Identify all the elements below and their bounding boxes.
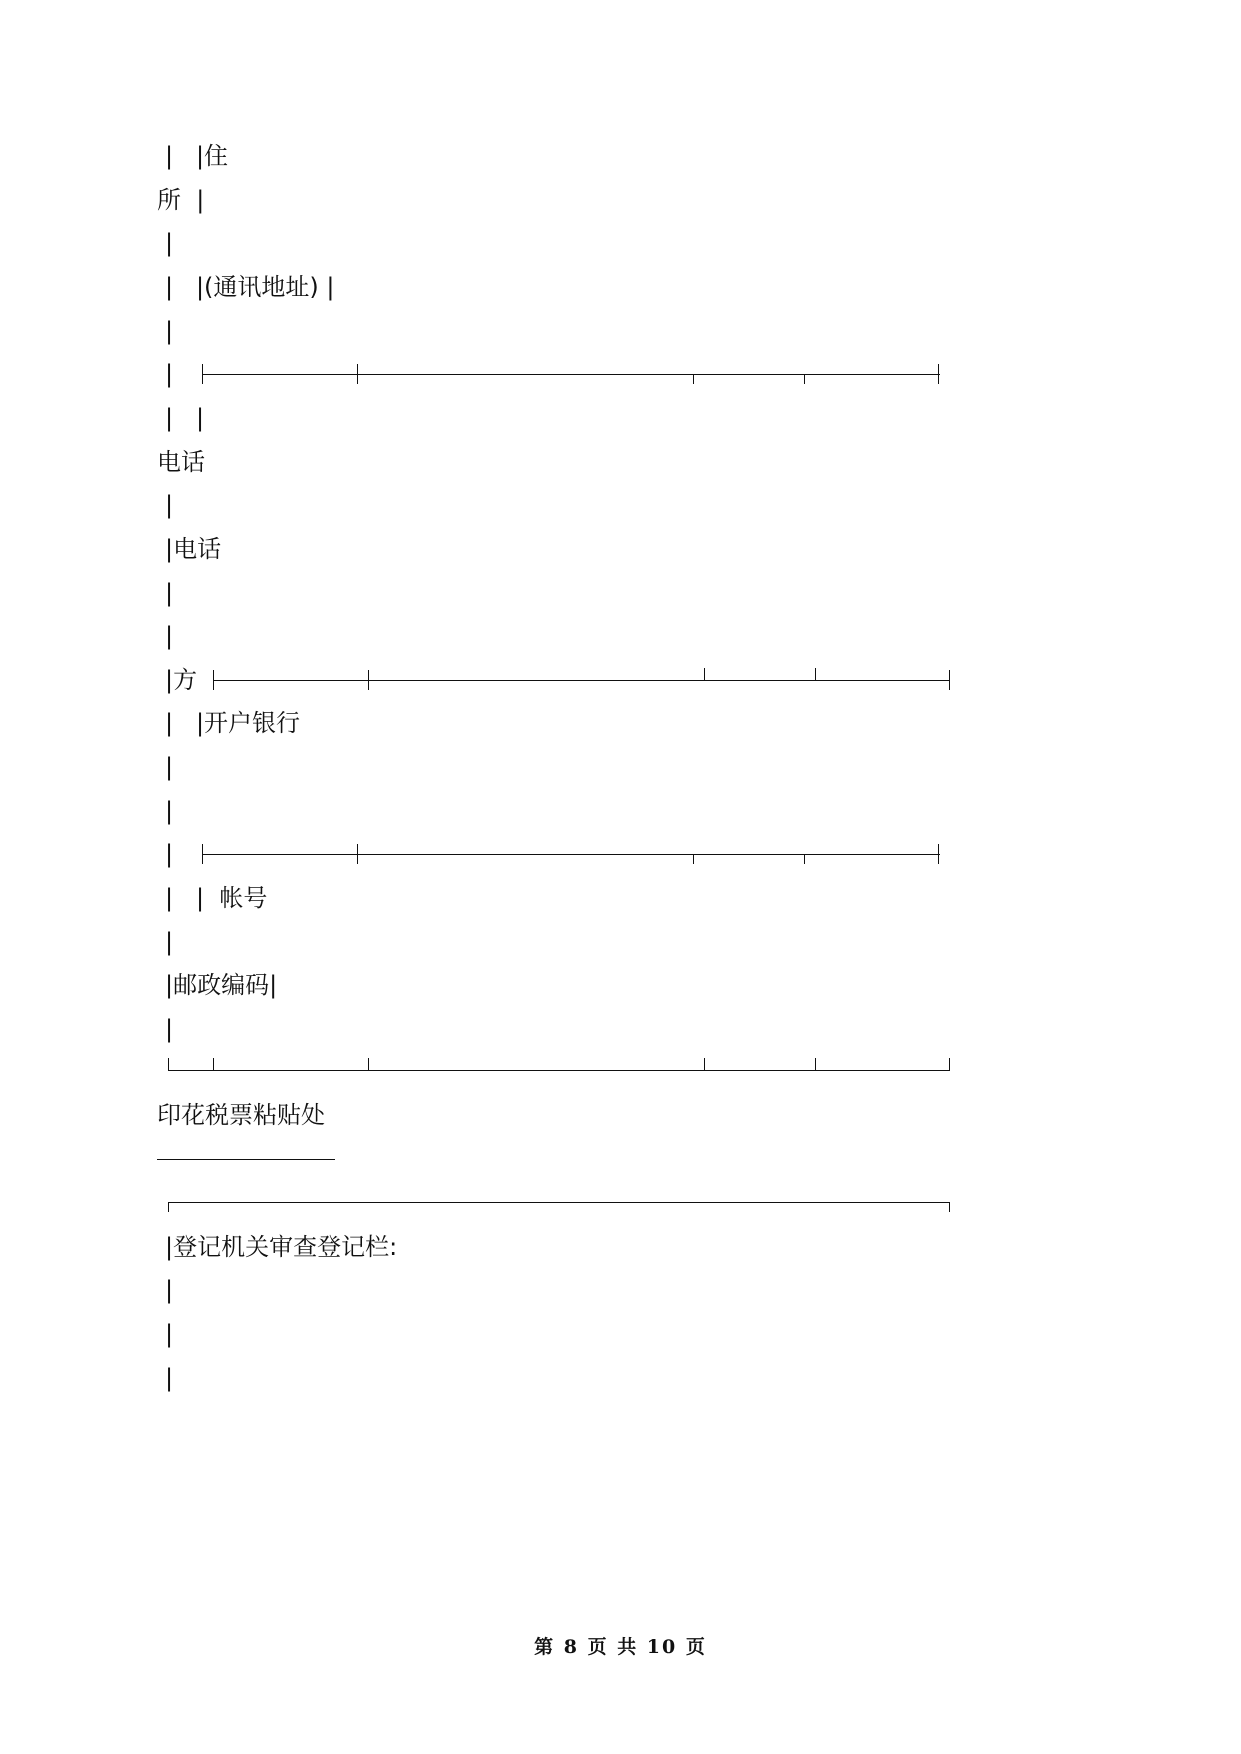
form-bars: | | <box>165 404 205 432</box>
form-bar: | <box>165 1364 174 1392</box>
form-row-fang: |方 <box>165 666 198 694</box>
form-rule-tick <box>938 364 939 384</box>
form-bar: | <box>165 797 174 825</box>
form-rule-tick <box>704 1058 705 1070</box>
form-rule-tick <box>804 374 805 384</box>
form-bottom-rule <box>168 1070 950 1071</box>
form-rule-tick <box>815 668 816 680</box>
form-rule-tick <box>693 854 694 864</box>
form-bar: | <box>165 317 174 345</box>
form-rule-tick <box>368 670 369 690</box>
form-phone-label: |电话 <box>165 535 222 563</box>
form-row-zhu: | |住 <box>165 142 229 170</box>
form-phone-label: 电话 <box>157 448 205 476</box>
form-rule-tick <box>202 364 203 384</box>
form-bar: | <box>165 622 174 650</box>
form-row-suo: 所 | <box>157 186 205 214</box>
review-label: |登记机关审查登记栏: <box>165 1233 398 1261</box>
form-row-postcode: |邮政编码| <box>165 971 278 999</box>
form-rule-prefix: | <box>165 840 174 868</box>
form-bar: | <box>165 491 174 519</box>
form-rule <box>202 854 940 855</box>
form-rule-tick <box>368 1058 369 1070</box>
form-bar: | <box>165 753 174 781</box>
form-rule-tick <box>704 668 705 680</box>
form-rule-tick <box>357 364 358 384</box>
form-row-account: | | 帐号 <box>165 884 268 912</box>
form-rule <box>213 680 950 681</box>
form-rule-tick <box>213 1058 214 1070</box>
form-bar: | <box>165 1276 174 1304</box>
form-rule-tick <box>815 1058 816 1070</box>
form-rule-tick <box>693 374 694 384</box>
form-rule-tick <box>168 1058 169 1070</box>
form-row-address: | |(通讯地址) | <box>165 273 335 301</box>
stamp-underline <box>157 1159 335 1160</box>
form-rule-tick <box>202 844 203 864</box>
form-bar: | <box>165 229 174 257</box>
form-rule-tick <box>949 1202 950 1212</box>
form-rule-tick <box>168 1202 169 1212</box>
form-rule-tick <box>938 844 939 864</box>
form-bar: | <box>165 1015 174 1043</box>
form-rule-tick <box>213 670 214 690</box>
form-rule <box>202 374 940 375</box>
review-box-top <box>168 1202 950 1203</box>
form-rule-prefix: | <box>165 360 174 388</box>
form-rule-tick <box>949 1058 950 1070</box>
form-rule-tick <box>357 844 358 864</box>
form-rule-tick <box>949 670 950 690</box>
page-number: 第 8 页 共 10 页 <box>534 1636 707 1658</box>
form-row-bank: | |开户银行 <box>165 709 301 737</box>
form-bar: | <box>165 928 174 956</box>
form-bar: | <box>165 579 174 607</box>
form-rule-tick <box>804 854 805 864</box>
stamp-label: 印花税票粘贴处 <box>157 1101 325 1129</box>
form-bar: | <box>165 1320 174 1348</box>
